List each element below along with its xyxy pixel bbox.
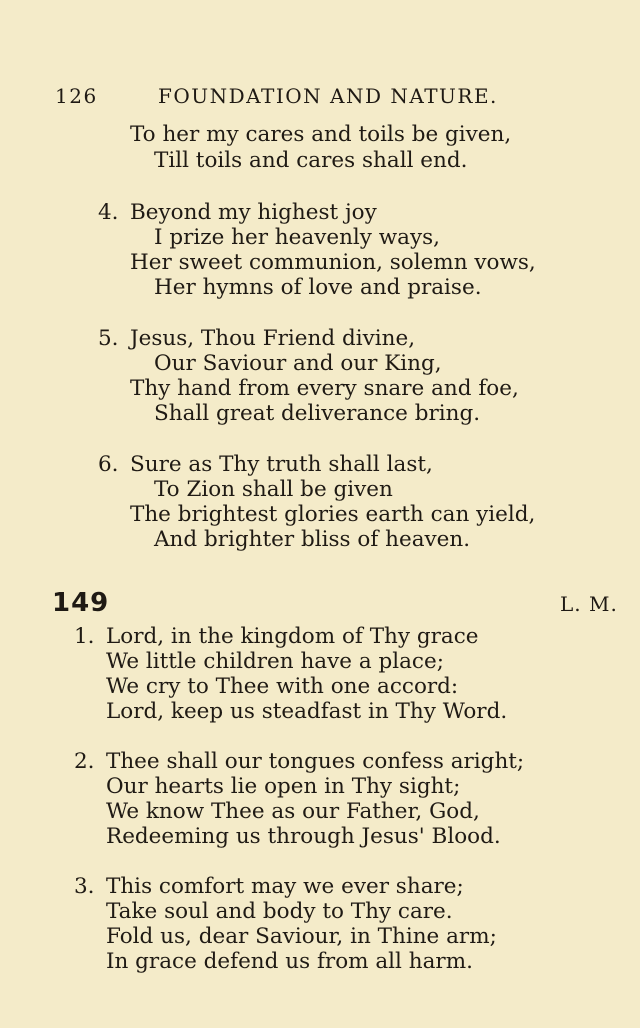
verse-line: Shall great deliverance bring. <box>154 401 481 426</box>
running-head: FOUNDATION AND NATURE. <box>158 84 498 108</box>
verse-line: Fold us, dear Saviour, in Thine arm; <box>106 924 497 949</box>
hymn-number: 149 <box>52 588 110 618</box>
verse-line: To Zion shall be given <box>154 477 393 502</box>
verse-line: Jesus, Thou Friend divine, <box>130 326 416 351</box>
verse-line: Lord, keep us steadfast in Thy Word. <box>106 699 508 724</box>
verse-line: We little children have a place; <box>106 649 444 674</box>
verse-line: Sure as Thy truth shall last, <box>130 452 433 477</box>
page-number: 126 <box>55 84 98 108</box>
verse-line: Redeeming us through Jesus' Blood. <box>106 824 501 849</box>
verse-line: Thee shall our tongues confess aright; <box>106 749 525 774</box>
stanza-number: 4. <box>98 200 119 225</box>
hymn-meter: L. M. <box>560 592 618 616</box>
verse-line: We cry to Thee with one accord: <box>106 674 459 699</box>
stanza-number: 1. <box>74 624 95 649</box>
stanza-number: 2. <box>74 749 95 774</box>
verse-line: We know Thee as our Father, God, <box>106 799 480 824</box>
verse-line: I prize her heavenly ways, <box>154 225 441 250</box>
verse-line: Lord, in the kingdom of Thy grace <box>106 624 479 649</box>
stanza-number: 3. <box>74 874 95 899</box>
page-header <box>0 84 640 112</box>
verse-line: Beyond my highest joy <box>130 200 377 225</box>
verse-line: In grace defend us from all harm. <box>106 949 473 974</box>
stanza-number: 6. <box>98 452 119 477</box>
verse-line: And brighter bliss of heaven. <box>154 527 471 552</box>
verse-line: Our hearts lie open in Thy sight; <box>106 774 461 799</box>
verse-line: Thy hand from every snare and foe, <box>130 376 519 401</box>
verse-line: Till toils and cares shall end. <box>154 148 468 173</box>
verse-line: Take soul and body to Thy care. <box>106 899 453 924</box>
verse-line: Her sweet communion, solemn vows, <box>130 250 536 275</box>
verse-line: The brightest glories earth can yield, <box>130 502 536 527</box>
verse-line: Our Saviour and our King, <box>154 351 442 376</box>
verse-line: This comfort may we ever share; <box>106 874 464 899</box>
verse-line: To her my cares and toils be given, <box>130 122 512 147</box>
verse-line: Her hymns of love and praise. <box>154 275 482 300</box>
stanza-number: 5. <box>98 326 119 351</box>
